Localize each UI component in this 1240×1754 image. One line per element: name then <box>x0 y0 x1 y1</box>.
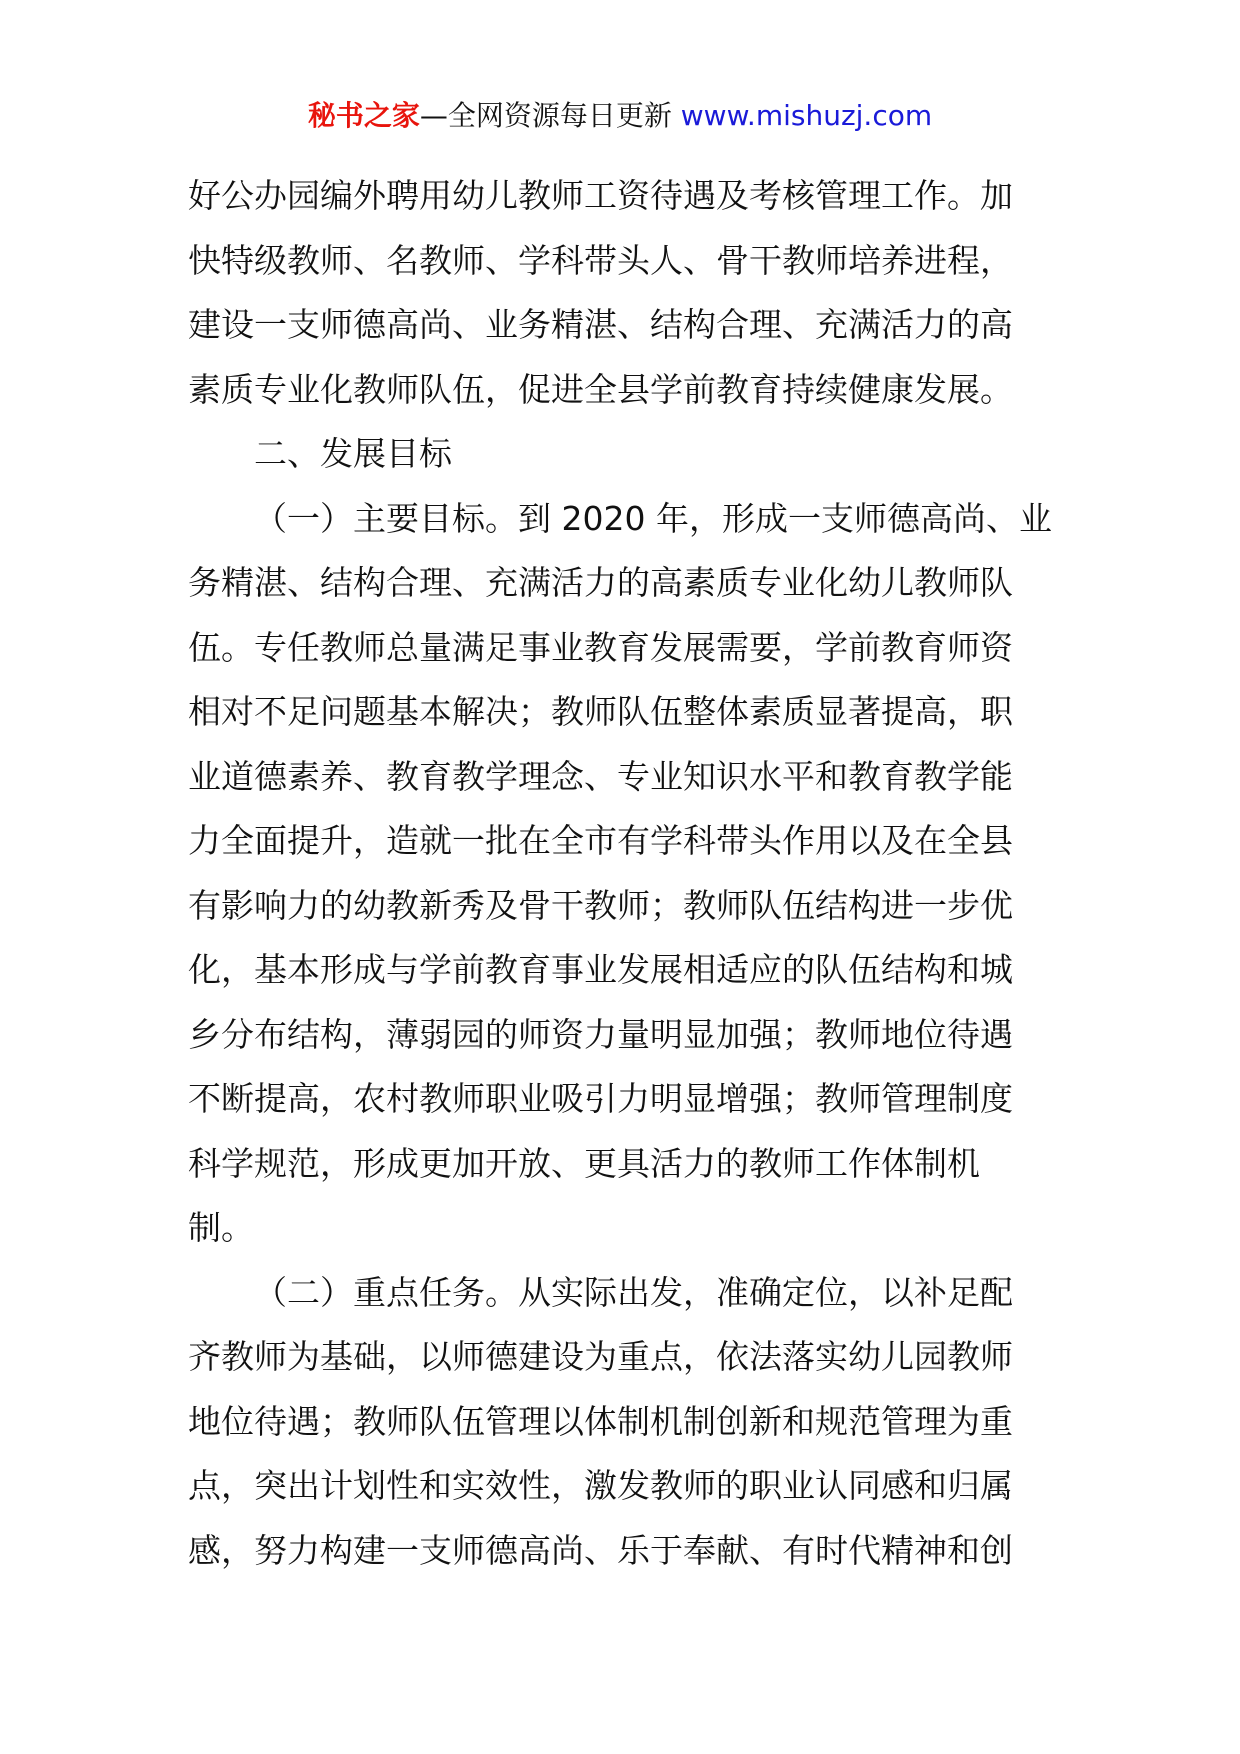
site-brand: 秘书之家 <box>307 99 420 132</box>
text-line: 业道德素养、教育教学理念、专业知识水平和教育教学能 <box>188 756 1013 796</box>
text-line: 不断提高，农村教师职业吸引力明显增强；教师管理制度 <box>188 1079 1013 1118</box>
text-line: 科学规范，形成更加开放、更具活力的教师工作体制机 <box>188 1143 980 1183</box>
site-header <box>0 96 1240 136</box>
text-line: 有影响力的幼教新秀及骨干教师；教师队伍结构进一步优 <box>188 885 1013 925</box>
text-line: 好公办园编外聘用幼儿教师工资待遇及考核管理工作。加 <box>188 176 1013 215</box>
text-line: 制。 <box>188 1208 254 1247</box>
text-line: 相对不足问题基本解决；教师队伍整体素质显著提高，职 <box>188 692 1013 731</box>
text-line: 点，突出计划性和实效性，激发教师的职业认同感和归属 <box>188 1466 1013 1505</box>
text-line: 伍。专任教师总量满足事业教育发展需要，学前教育师资 <box>188 627 1013 667</box>
text-line: （二）重点任务。从实际出发，准确定位，以补足配 <box>254 1272 1013 1312</box>
text-line: 力全面提升，造就一批在全市有学科带头作用以及在全县 <box>188 821 1013 860</box>
text-line: 二、发展目标 <box>254 434 452 473</box>
site-url-link[interactable]: www.mishuzj.com <box>680 99 933 132</box>
site-tagline: —全网资源每日更新 <box>419 99 681 132</box>
text-line: 地位待遇；教师队伍管理以体制机制创新和规范管理为重 <box>188 1401 1013 1441</box>
text-line: 化，基本形成与学前教育事业发展相适应的队伍结构和城 <box>188 950 1013 989</box>
text-line: 建设一支师德高尚、业务精湛、结构合理、充满活力的高 <box>188 305 1013 344</box>
text-line: （一）主要目标。到 2020 年，形成一支师德高尚、业 <box>254 498 1052 538</box>
document-body <box>188 164 1058 1583</box>
text-line: 感，努力构建一支师德高尚、乐于奉献、有时代精神和创 <box>188 1530 1013 1570</box>
text-line: 齐教师为基础，以师德建设为重点，依法落实幼儿园教师 <box>188 1337 1013 1376</box>
text-line: 乡分布结构，薄弱园的师资力量明显加强；教师地位待遇 <box>188 1014 1013 1054</box>
text-line: 务精湛、结构合理、充满活力的高素质专业化幼儿教师队 <box>188 563 1013 602</box>
text-line: 快特级教师、名教师、学科带头人、骨干教师培养进程， <box>188 240 1013 280</box>
text-line: 素质专业化教师队伍，促进全县学前教育持续健康发展。 <box>188 369 1013 409</box>
